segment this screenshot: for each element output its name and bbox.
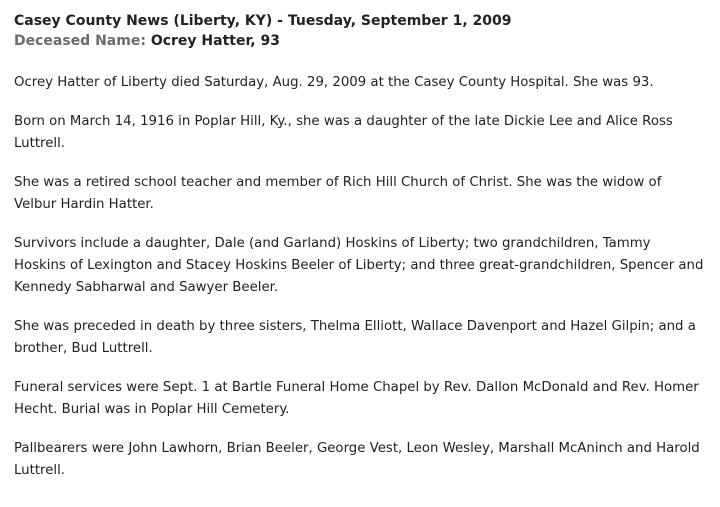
obituary-paragraph: She was preceded in death by three sisters, Thelma Elliott, Wallace Davenport and Hazel Gilpin; and a brother, Bud Luttrell.: [14, 319, 696, 356]
obituary-paragraph: Funeral services were Sept. 1 at Bartle Funeral Home Chapel by Rev. Dallon McDonald and Rev. Homer Hecht. Burial was in Poplar Hill Cemetery.: [14, 380, 699, 417]
publication-date: Tuesday, September 1, 2009: [287, 13, 512, 29]
newspaper-source: Casey County News (Liberty, KY): [14, 13, 273, 29]
obituary-header: [14, 12, 706, 31]
deceased-line: [14, 32, 706, 51]
obituary-paragraph: Ocrey Hatter of Liberty died Saturday, Aug. 29, 2009 at the Casey County Hospital. She was 93.: [14, 75, 654, 90]
obituary-body: [14, 72, 706, 482]
header-separator: -: [277, 13, 283, 29]
obituary-paragraph: Born on March 14, 1916 in Poplar Hill, Ky., she was a daughter of the late Dickie Lee and Alice Ross Luttrell.: [14, 114, 673, 151]
deceased-name: Ocrey Hatter, 93: [150, 33, 280, 49]
obituary-paragraph: She was a retired school teacher and member of Rich Hill Church of Christ. She was the widow of Velbur Hardin Hatter.: [14, 175, 662, 212]
obituary-paragraph: Pallbearers were John Lawhorn, Brian Beeler, George Vest, Leon Wesley, Marshall McAninch and Harold Luttrell.: [14, 441, 700, 478]
obituary-paragraph: Survivors include a daughter, Dale (and Garland) Hoskins of Liberty; two grandchildren, Tammy Hoskins of Lexington and Stacey Hoskins Beeler of Liberty; and three great-grandchildren, Spencer and Kennedy Sabharwal and Sawyer Beeler.: [14, 236, 704, 295]
deceased-label: Deceased Name:: [14, 33, 146, 49]
